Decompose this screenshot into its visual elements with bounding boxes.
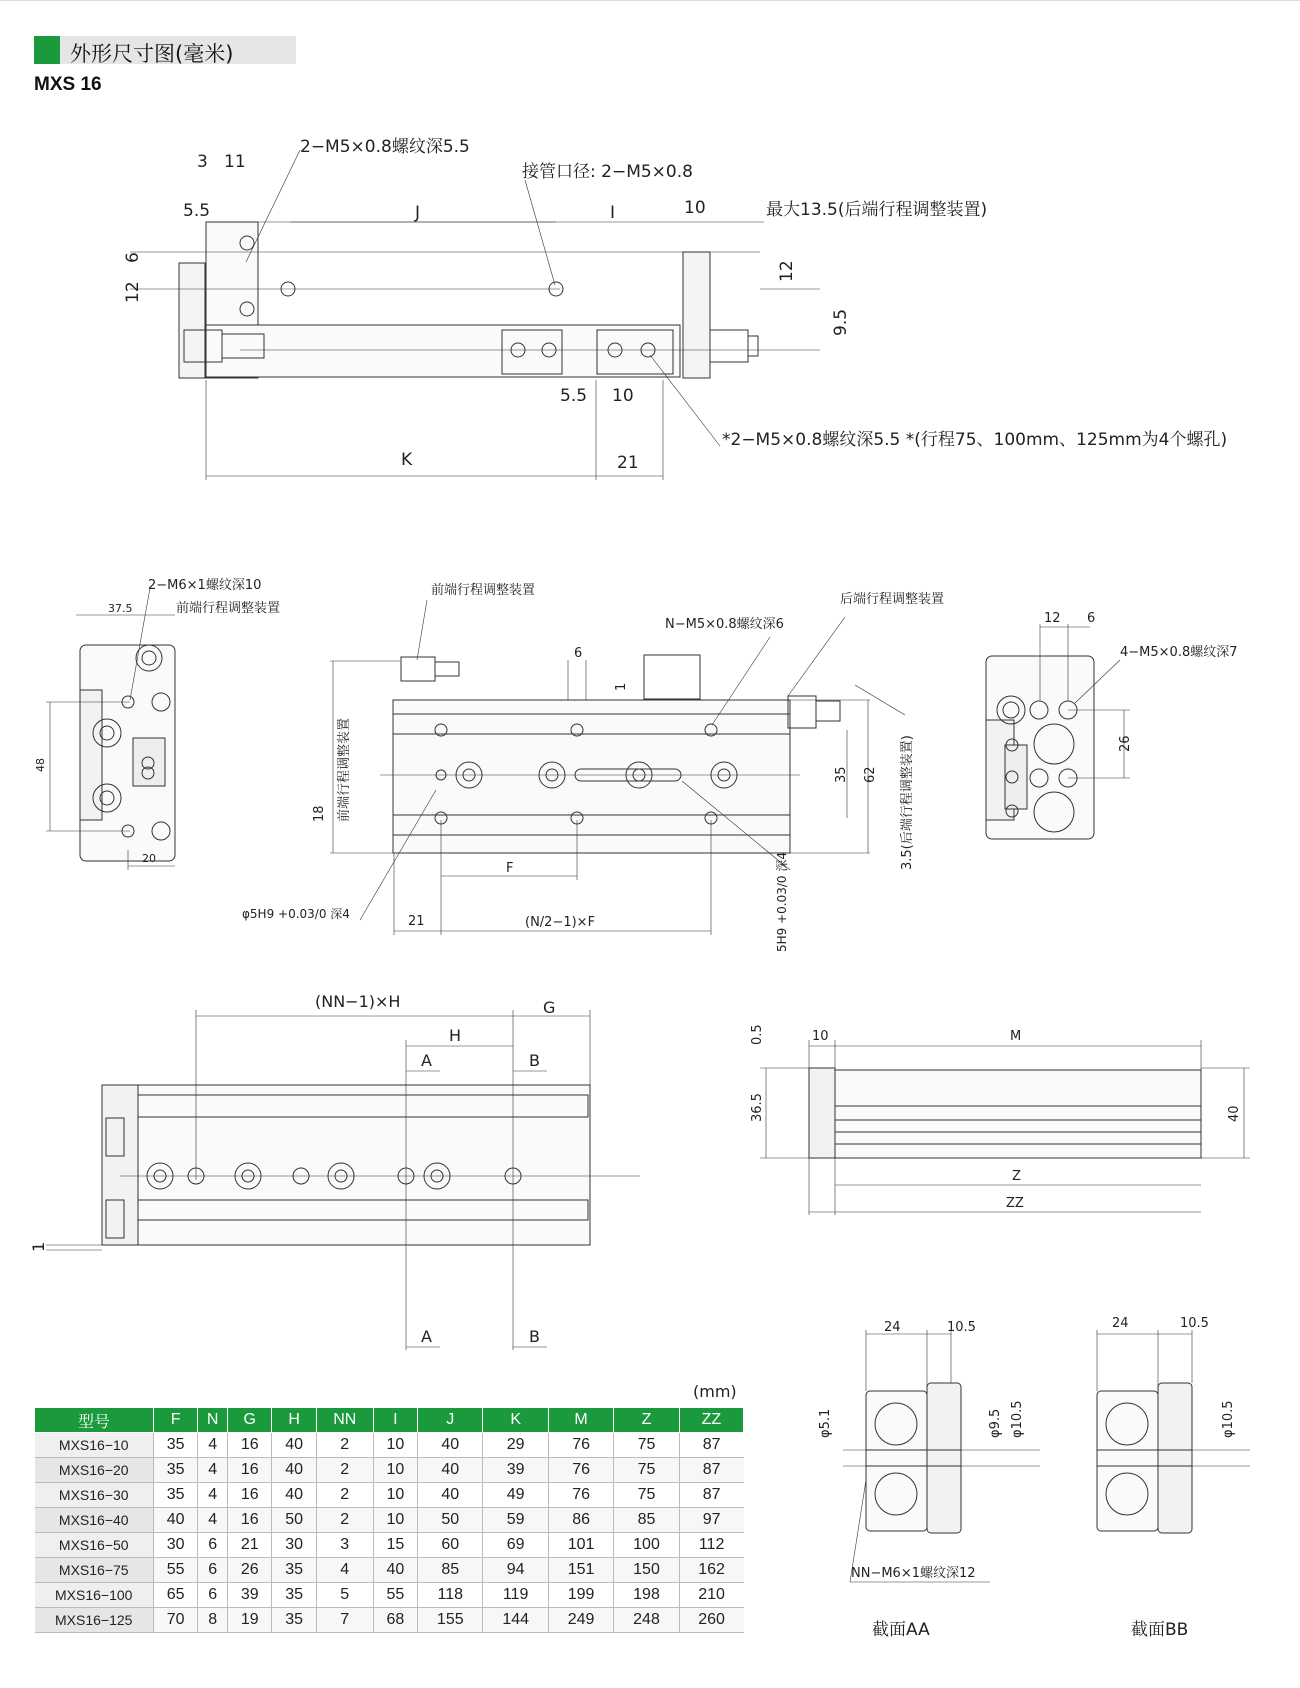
front-view-drawing [760,1040,1250,1215]
top-view-drawing [130,150,820,480]
cell-model: MXS16−10 [35,1433,154,1458]
cell-model: MXS16−40 [35,1508,154,1533]
top-dim-21: 21 [617,453,639,473]
plan-note-front-vertical: 前端行程调整装置 [337,717,352,822]
cell: 6 [198,1583,228,1608]
cell: 26 [228,1558,272,1583]
model-label: MXS 16 [34,74,102,95]
cell: 248 [614,1608,679,1633]
cell: 87 [679,1433,743,1458]
front-dim-0-5: 0.5 [750,1024,765,1045]
cell: 85 [418,1558,483,1583]
table-row [35,1558,744,1583]
cell: 76 [548,1433,613,1458]
top-dim-12-right: 12 [777,260,797,282]
cell: 40 [373,1558,417,1583]
bottom-dim-1: 1 [29,1241,48,1252]
cell: 119 [483,1583,548,1608]
plan-dim-35: 35 [834,766,849,783]
cell-model: MXS16−100 [35,1583,154,1608]
table-row [35,1608,744,1633]
side-left-drawing [46,588,175,870]
cell: 35 [154,1458,198,1483]
top-dim-J: J [415,203,421,223]
cell: 35 [272,1583,316,1608]
section-aa-dim-phi-10-5: φ10.5 [1010,1400,1025,1438]
side-right-dim-26: 26 [1118,735,1133,752]
header-Z: Z [614,1408,679,1433]
cell: 8 [198,1608,228,1633]
cell: 10 [373,1458,417,1483]
cell: 4 [198,1458,228,1483]
cell: 100 [614,1533,679,1558]
top-dim-5-5-lower: 5.5 [560,386,588,406]
cell: 260 [679,1608,743,1633]
top-dim-K: K [401,450,413,470]
cell: 198 [614,1583,679,1608]
plan-note-front-adj: 前端行程调整装置 [431,583,536,598]
top-note-port: 接管口径: 2−M5×0.8 [522,162,693,182]
plan-dim-n-half-f: (N/2−1)×F [525,915,596,930]
cell: 2 [316,1483,373,1508]
cell: 55 [373,1583,417,1608]
table-row [35,1483,744,1508]
plan-note-rear-adj: 后端行程调整装置 [840,592,945,607]
top-dim-3: 3 [197,152,208,172]
side-left-dim-37-5: 37.5 [108,602,133,615]
cell: 55 [154,1558,198,1583]
cell: 86 [548,1508,613,1533]
cell: 16 [228,1483,272,1508]
cell: 87 [679,1458,743,1483]
cell: 155 [418,1608,483,1633]
header-G: G [228,1408,272,1433]
table-row [35,1533,744,1558]
plan-dim-F: F [506,861,514,876]
cell: 21 [228,1533,272,1558]
cell-model: MXS16−30 [35,1483,154,1508]
section-aa-dim-phi-5-1: φ5.1 [818,1408,833,1438]
table-row [35,1508,744,1533]
front-dim-M: M [1010,1029,1022,1044]
cell: 199 [548,1583,613,1608]
side-left-note-front-adj: 前端行程调整装置 [176,601,281,616]
cell: 4 [198,1508,228,1533]
cell: 16 [228,1508,272,1533]
cell: 10 [373,1508,417,1533]
front-dim-40: 40 [1227,1105,1242,1122]
cell: 50 [418,1508,483,1533]
plan-note-phi-hole: φ5H9 +0.03/0 深4 [242,907,350,921]
cell: 4 [198,1433,228,1458]
header-K: K [483,1408,548,1433]
cell: 29 [483,1433,548,1458]
top-dim-10: 10 [684,198,706,218]
front-dim-Z: Z [1012,1169,1021,1184]
cell: 151 [548,1558,613,1583]
bottom-dim-H: H [449,1026,462,1045]
section-bb-dim-phi-10-5: φ10.5 [1221,1400,1236,1438]
cell: 40 [418,1433,483,1458]
header-ZZ: ZZ [679,1408,743,1433]
dimension-table [34,1407,744,1633]
plan-dim-18: 18 [312,805,327,822]
cell: 249 [548,1608,613,1633]
table-unit-label: (mm) [693,1382,737,1401]
plan-note-h9-hole: 5H9 +0.03/0 深4 [775,851,789,952]
cell: 76 [548,1458,613,1483]
cell: 162 [679,1558,743,1583]
cell: 35 [272,1608,316,1633]
cell: 40 [418,1458,483,1483]
cell: 40 [272,1483,316,1508]
top-dim-I: I [610,203,616,223]
cell: 65 [154,1583,198,1608]
cell: 50 [272,1508,316,1533]
side-left-note-tap: 2−M6×1螺纹深10 [148,578,262,593]
top-note-tap-holes-star: *2−M5×0.8螺纹深5.5 *(行程75、100mm、125mm为4个螺孔) [722,430,1228,450]
header-F: F [154,1408,198,1433]
top-dim-12-left: 12 [123,281,143,303]
bottom-section-mark-a-bottom: A [421,1327,432,1346]
table-header-row [35,1408,744,1433]
section-bb-dim-10-5: 10.5 [1180,1316,1209,1331]
cell: 112 [679,1533,743,1558]
section-aa-dim-phi-9-5: φ9.5 [988,1408,1003,1438]
front-dim-36-5: 36.5 [750,1093,765,1122]
section-title: 外形尺寸图(毫米) [70,42,234,66]
top-dim-9-5: 9.5 [831,308,851,336]
cell: 4 [316,1558,373,1583]
cell: 2 [316,1508,373,1533]
side-right-dim-12: 12 [1044,611,1061,626]
cell: 10 [373,1433,417,1458]
header-NN: NN [316,1408,373,1433]
top-dim-11: 11 [224,152,246,172]
cell: 97 [679,1508,743,1533]
plan-note-n-tap: N−M5×0.8螺纹深6 [665,617,784,632]
cell: 2 [316,1433,373,1458]
cell: 39 [483,1458,548,1483]
header-model: 型号 [35,1408,154,1433]
cell-model: MXS16−20 [35,1458,154,1483]
cell-model: MXS16−125 [35,1608,154,1633]
cell: 60 [418,1533,483,1558]
section-bb-dim-24: 24 [1112,1316,1129,1331]
cell: 35 [154,1433,198,1458]
cell: 68 [373,1608,417,1633]
side-right-note-tap: 4−M5×0.8螺纹深7 [1120,645,1238,660]
top-note-max: 最大13.5(后端行程调整装置) [766,200,988,220]
cell: 15 [373,1533,417,1558]
section-aa-label: 截面AA [872,1620,930,1640]
cell-model: MXS16−50 [35,1533,154,1558]
bottom-section-mark-b-top: B [529,1051,540,1070]
table-row [35,1433,744,1458]
bottom-dim-nn-h: (NN−1)×H [315,992,401,1011]
cell: 30 [272,1533,316,1558]
cell: 40 [418,1483,483,1508]
cell: 6 [198,1558,228,1583]
side-right-drawing [986,624,1130,839]
front-dim-ZZ: ZZ [1006,1196,1024,1211]
cell: 16 [228,1458,272,1483]
plan-view-drawing [330,600,905,935]
cell: 75 [614,1433,679,1458]
cell: 75 [614,1458,679,1483]
cell: 210 [679,1583,743,1608]
cell: 2 [316,1458,373,1483]
cell: 3 [316,1533,373,1558]
cell: 35 [272,1558,316,1583]
cell: 69 [483,1533,548,1558]
side-left-dim-20: 20 [142,852,156,865]
header-J: J [418,1408,483,1433]
cell: 87 [679,1483,743,1508]
plan-dim-1: 1 [614,682,629,691]
side-left-dim-48: 48 [34,758,47,772]
cell: 40 [154,1508,198,1533]
cell: 5 [316,1583,373,1608]
cell: 70 [154,1608,198,1633]
top-dim-5-5: 5.5 [183,201,211,221]
cell: 144 [483,1608,548,1633]
bottom-view-drawing [46,1010,640,1350]
section-bb-label: 截面BB [1131,1620,1189,1640]
side-right-dim-6: 6 [1087,611,1096,626]
section-aa-dim-24: 24 [884,1320,901,1335]
cell: 118 [418,1583,483,1608]
cell: 10 [373,1483,417,1508]
cell: 7 [316,1608,373,1633]
top-note-tap-holes: 2−M5×0.8螺纹深5.5 [300,137,470,157]
header-N: N [198,1408,228,1433]
table-row [35,1458,744,1483]
cell: 39 [228,1583,272,1608]
section-aa-drawing [843,1330,1040,1582]
cell: 85 [614,1508,679,1533]
bottom-section-mark-a-top: A [421,1051,432,1070]
cell: 150 [614,1558,679,1583]
bottom-section-mark-b-bottom: B [529,1327,540,1346]
cell: 19 [228,1608,272,1633]
header-H: H [272,1408,316,1433]
cell: 40 [272,1433,316,1458]
section-aa-dim-10-5: 10.5 [947,1320,976,1335]
front-dim-10: 10 [812,1029,829,1044]
table-row [35,1583,744,1608]
cell: 6 [198,1533,228,1558]
cell: 16 [228,1433,272,1458]
cell: 30 [154,1533,198,1558]
header-I: I [373,1408,417,1433]
cell-model: MXS16−75 [35,1558,154,1583]
cell: 101 [548,1533,613,1558]
header-M: M [548,1408,613,1433]
cell: 75 [614,1483,679,1508]
top-dim-10-lower: 10 [612,386,634,406]
cell: 4 [198,1483,228,1508]
plan-dim-6: 6 [574,646,583,661]
cell: 76 [548,1483,613,1508]
cell: 94 [483,1558,548,1583]
plan-dim-62: 62 [863,766,878,783]
plan-dim-21: 21 [408,914,425,929]
cell: 35 [154,1483,198,1508]
cell: 59 [483,1508,548,1533]
section-note-tap: NN−M6×1螺纹深12 [851,1566,976,1581]
bottom-dim-G: G [543,998,556,1017]
plan-note-rear-vertical: 3.5(后端行程调整装置) [900,735,915,870]
cell: 49 [483,1483,548,1508]
cell: 40 [272,1458,316,1483]
top-dim-6: 6 [123,252,143,263]
